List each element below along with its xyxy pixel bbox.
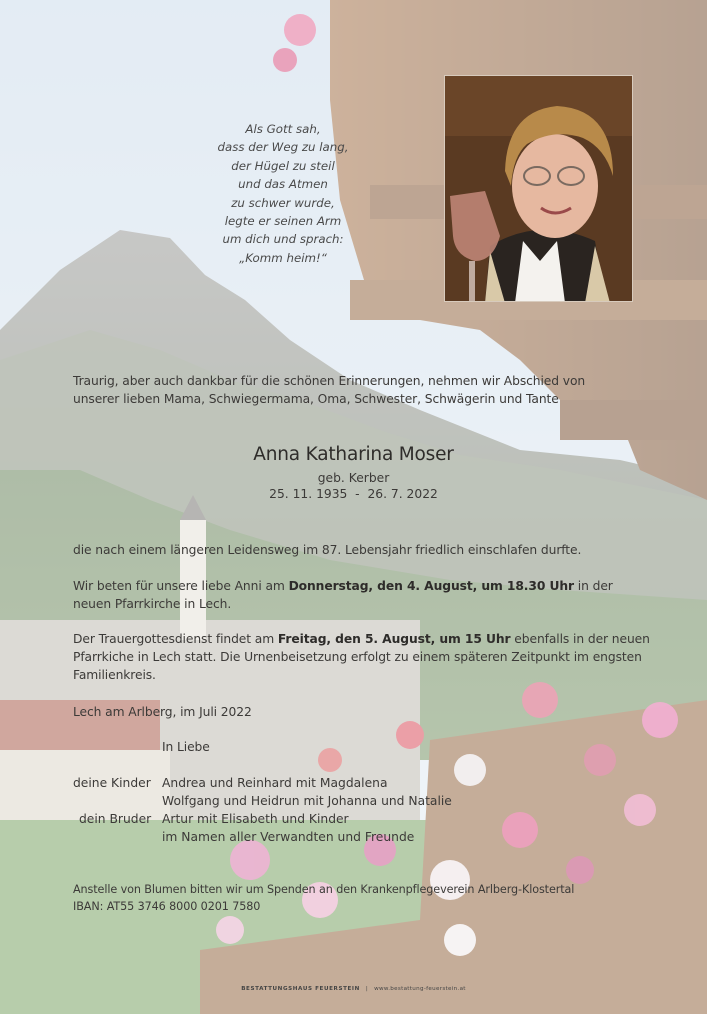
prayer-paragraph — [73, 577, 633, 613]
mass-details: ebenfalls in der neuen Pfarrkiche in Lech statt. Die Urnenbeisetzung erfolgt zu einem späteren Zeitpunkt im engsten Familienkreis. — [73, 632, 650, 682]
poem-line: Als Gott sah, — [245, 122, 321, 136]
funeral-mass-paragraph — [73, 630, 653, 684]
poem-line: um dich und sprach: — [222, 232, 344, 247]
footer — [0, 986, 707, 992]
donation-request: Anstelle von Blumen bitten wir um Spenden an den Krankenpflegeverein Arlberg-Klostertal — [73, 883, 575, 896]
children-entry: Andrea und Reinhard mit Magdalena — [162, 776, 388, 790]
intro-text: Traurig, aber auch dankbar für die schönen Erinnerungen, nehmen wir Abschied von unserer lieben Mama, Schwiegermama, Oma, Schwester, Schwägerin und Tante — [73, 374, 586, 406]
prayer-location: in der neuen Pfarrkirche in Lech. — [73, 579, 613, 611]
portrait-image — [445, 76, 633, 302]
footer-separator: | — [365, 986, 369, 992]
poem-line: legte er seinen Arm — [224, 214, 342, 229]
poem-line: „Komm heim!“ — [239, 250, 327, 265]
donation-note — [73, 881, 633, 915]
passed-away-text: die nach einem längeren Leidensweg im 87. Lebensjahr friedlich einschlafen durfte. — [73, 543, 582, 557]
poem-line: dass der Weg zu lang, — [217, 140, 349, 155]
poem-line: und das Atmen — [238, 177, 328, 192]
poem-line: zu schwer wurde, — [231, 195, 335, 210]
portrait-photo — [444, 75, 633, 302]
funeral-home-url: www.bestattung-feuerstein.at — [374, 986, 466, 992]
children-label: deine Kinder — [73, 776, 151, 790]
donation-iban: IBAN: AT55 3746 8000 0201 7580 — [73, 900, 261, 913]
children-entry: Wolfgang und Heidrun mit Johanna und Natalie — [162, 794, 452, 808]
funeral-home-name: BESTATTUNGSHAUS FEUERSTEIN — [241, 986, 360, 992]
mass-text: Der Trauergottesdienst findet am — [73, 632, 278, 646]
life-dates: 25. 11. 1935 - 26. 7. 2022 — [269, 487, 438, 501]
closing-in-love: In Liebe — [162, 740, 210, 754]
poem — [198, 120, 368, 267]
brother-label: dein Bruder — [79, 812, 152, 826]
deceased-name: Anna Katharina Moser — [253, 444, 454, 465]
maiden-name: geb. Kerber — [317, 471, 390, 485]
poem-line: der Hügel zu steil — [231, 158, 335, 173]
place-and-date: Lech am Arlberg, im Juli 2022 — [73, 705, 252, 719]
relatives-entry: im Namen aller Verwandten und Freunde — [162, 830, 415, 844]
prayer-datetime: Donnerstag, den 4. August, um 18.30 Uhr — [288, 579, 574, 593]
mass-datetime: Freitag, den 5. August, um 15 Uhr — [277, 632, 511, 646]
brother-entry: Artur mit Elisabeth und Kinder — [162, 812, 349, 826]
prayer-text: Wir beten für unsere liebe Anni am — [73, 579, 289, 593]
